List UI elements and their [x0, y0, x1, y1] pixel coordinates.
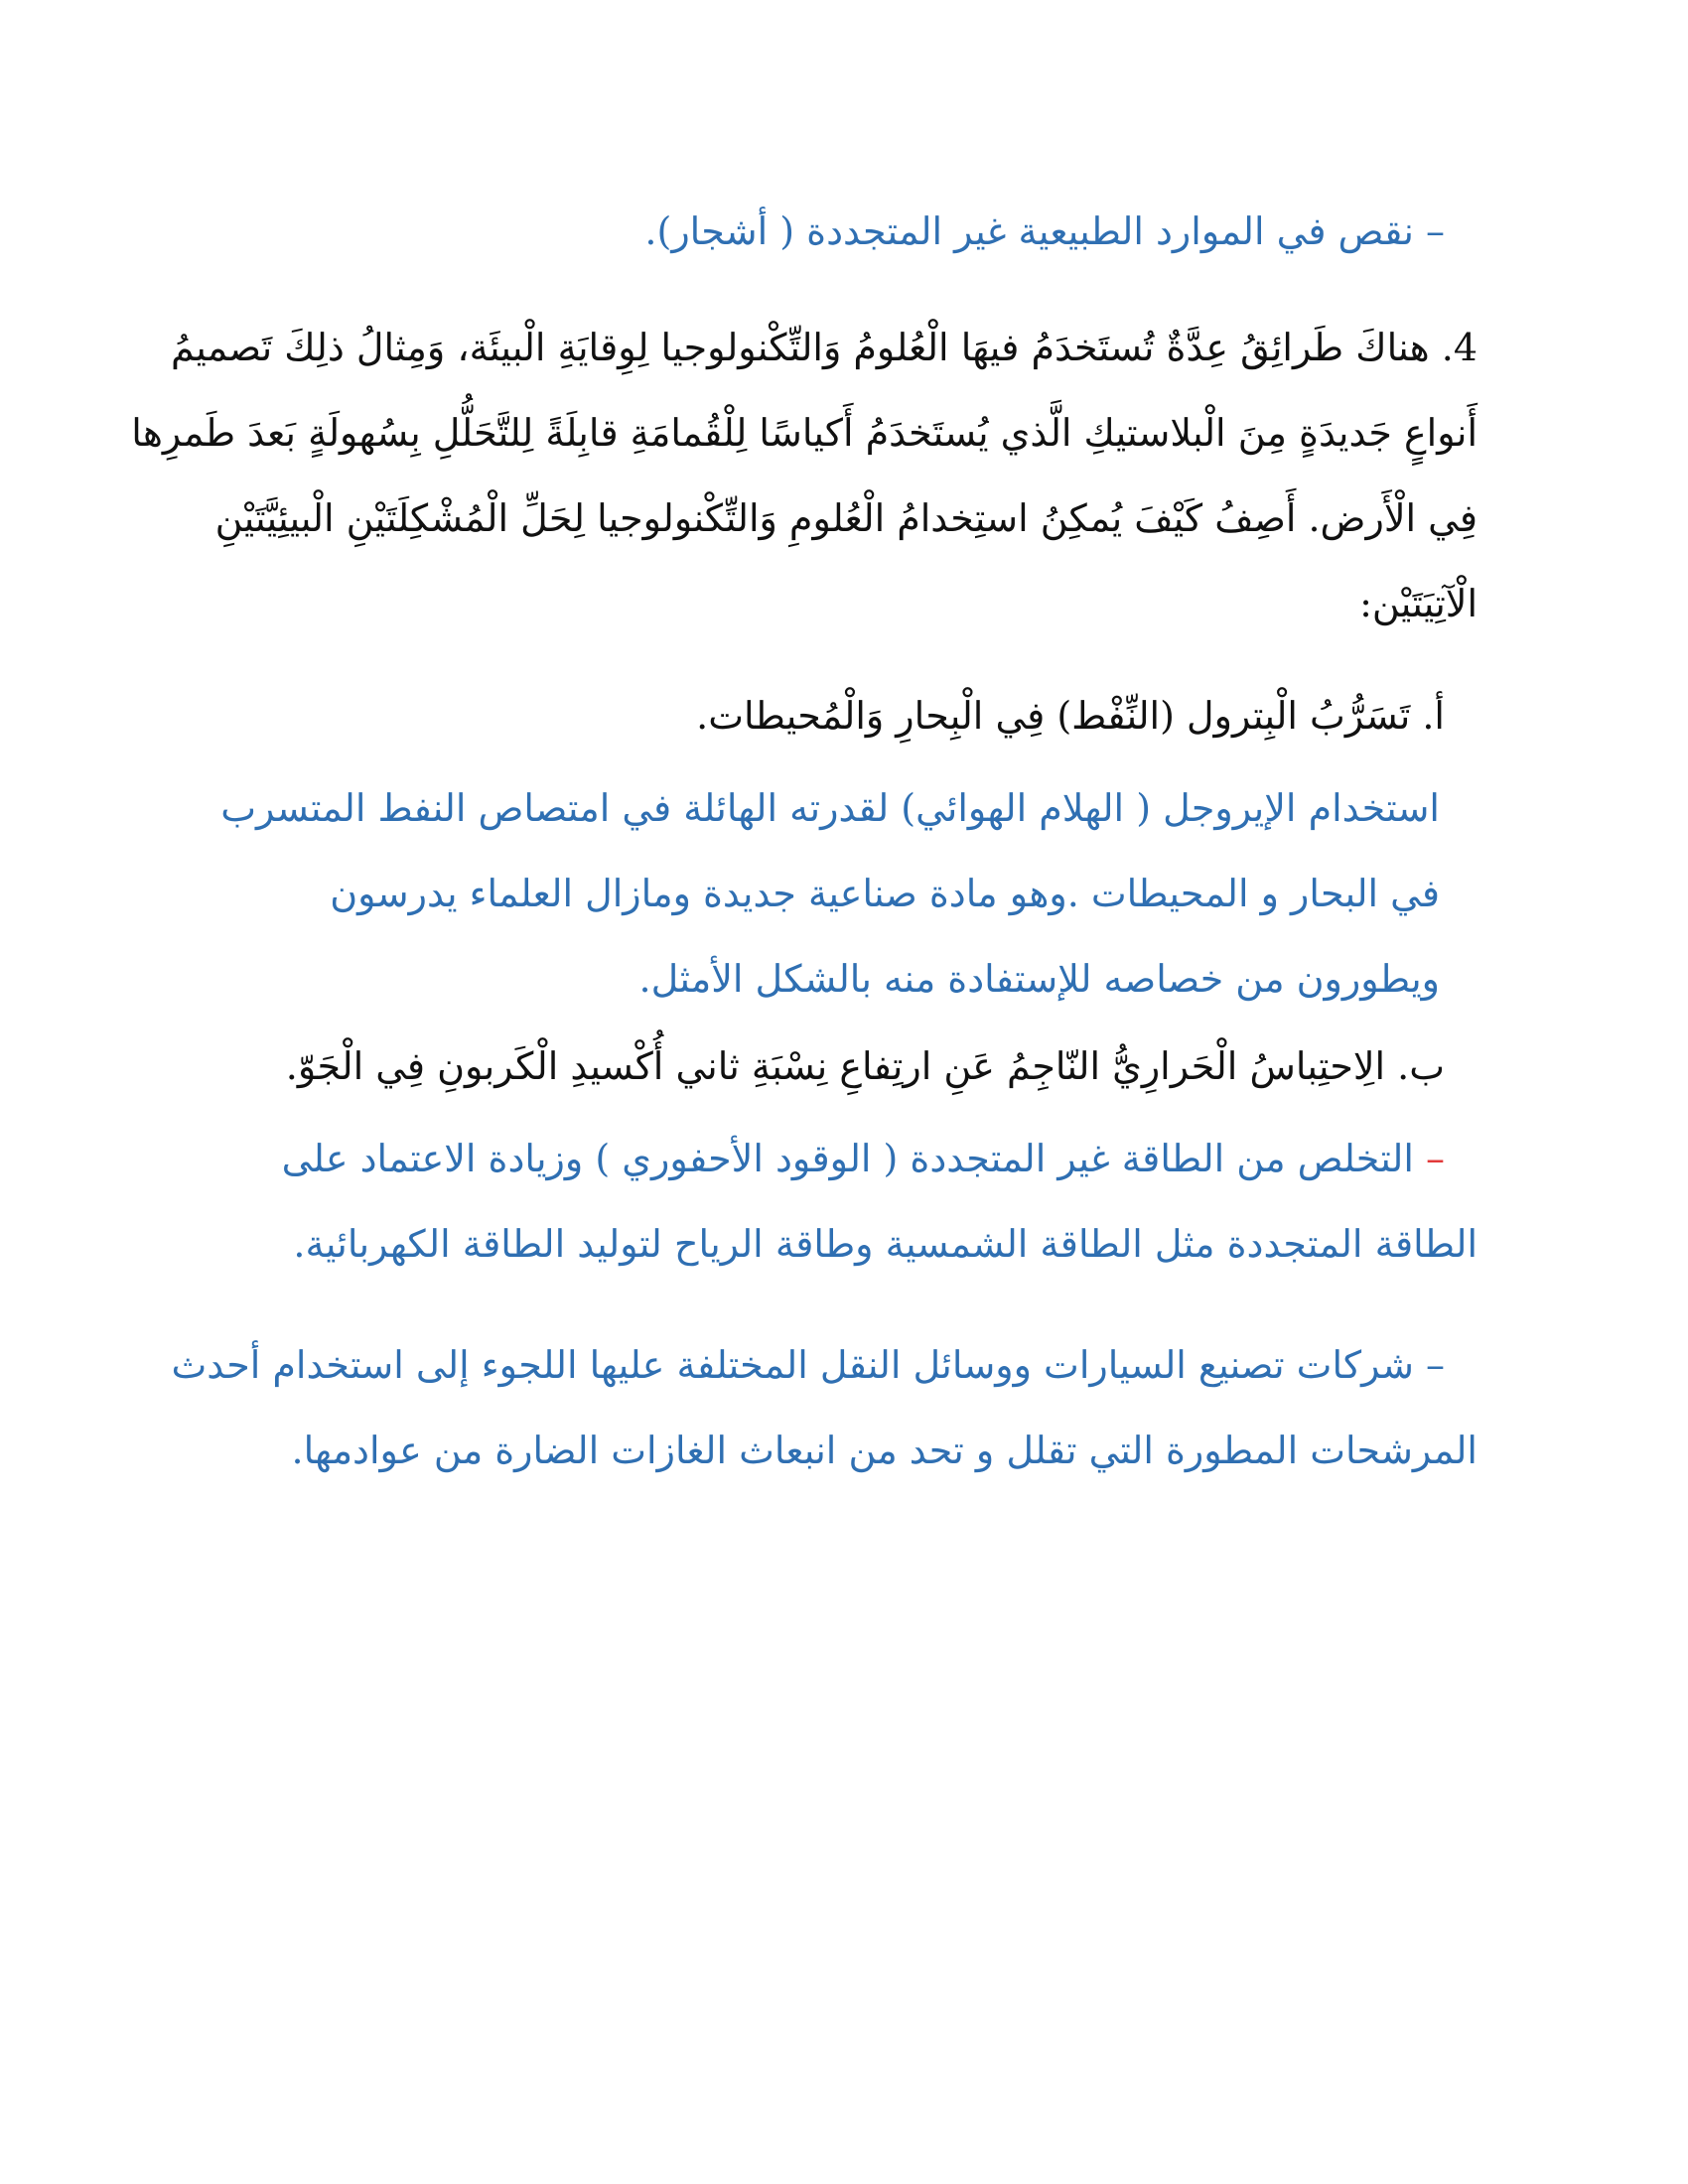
part-b-heading: ب. الِاحتِباسُ الْحَرارِيُّ النّاجِمُ عَنِ ارتِفاعِ نِسْبَةِ ثاني أُكْسيدِ الْكَربونِ فِي الْجَوّ. — [285, 1044, 1445, 1088]
answer-dash: – — [1426, 1137, 1445, 1180]
question-line-3: فِي الْأَرض. أَصِفُ كَيْفَ يُمكِنُ استِخدامُ الْعُلومِ وَالتِّكْنولوجيا لِحَلِّ الْمُشْكِلَتَيْنِ الْبيئِيَّتَيْنِ — [214, 496, 1477, 540]
part-b-answer-1-line-1 — [282, 1131, 1445, 1190]
intro-answer-line: – نقص في الموارد الطبيعية غير المتجددة ( أشجار). — [644, 209, 1445, 253]
part-a-answer-line-2: في البحار و المحيطات .وهو مادة صناعية جديدة ومازال العلماء يدرسون — [330, 872, 1440, 915]
part-a-heading: أ. تَسَرُّبُ الْبِترول (النِّفْط) فِي الْبِحارِ وَالْمُحيطات. — [696, 694, 1445, 738]
part-b-answer-1-line-2: الطاقة المتجددة مثل الطاقة الشمسية وطاقة الرياح لتوليد الطاقة الكهربائية. — [293, 1222, 1477, 1266]
part-b-answer-2-line-2: المرشحات المطورة التي تقلل و تحد من انبعاث الغازات الضارة من عوادمها. — [291, 1429, 1477, 1472]
part-b-answer-2-line-1: – شركات تصنيع السيارات ووسائل النقل المختلفة عليها اللجوء إلى استخدام أحدث — [171, 1343, 1445, 1387]
part-a-answer-line-3: ويطورون من خصاصه للإستفادة منه بالشكل الأمثل. — [638, 957, 1440, 1001]
question-line-2: أَنواعٍ جَديدَةٍ مِنَ الْبلاستيكِ الَّذي يُستَخدَمُ أَكياسًا لِلْقُمامَةِ قابِلَةً لِلتَّحَلُّلِ بِسُهولَةٍ بَعدَ طَمرِها — [131, 411, 1477, 455]
part-b-answer-1-text: التخلص من الطاقة غير المتجددة ( الوقود الأحفوري ) وزيادة الاعتماد على — [281, 1137, 1414, 1180]
question-line-4: الْآتِيَتَيْن: — [1359, 582, 1477, 625]
question-line-1: 4. هناكَ طَرائِقُ عِدَّةٌ تُستَخدَمُ فيهَا الْعُلومُ وَالتِّكْنولوجيا لِوِقايَةِ الْبيئَة، وَمِثالُ ذلِكَ تَصميمُ — [170, 326, 1477, 369]
part-a-answer-line-1: استخدام الإيروجل ( الهلام الهوائي) لقدرته الهائلة في امتصاص النفط المتسرب — [220, 786, 1440, 830]
